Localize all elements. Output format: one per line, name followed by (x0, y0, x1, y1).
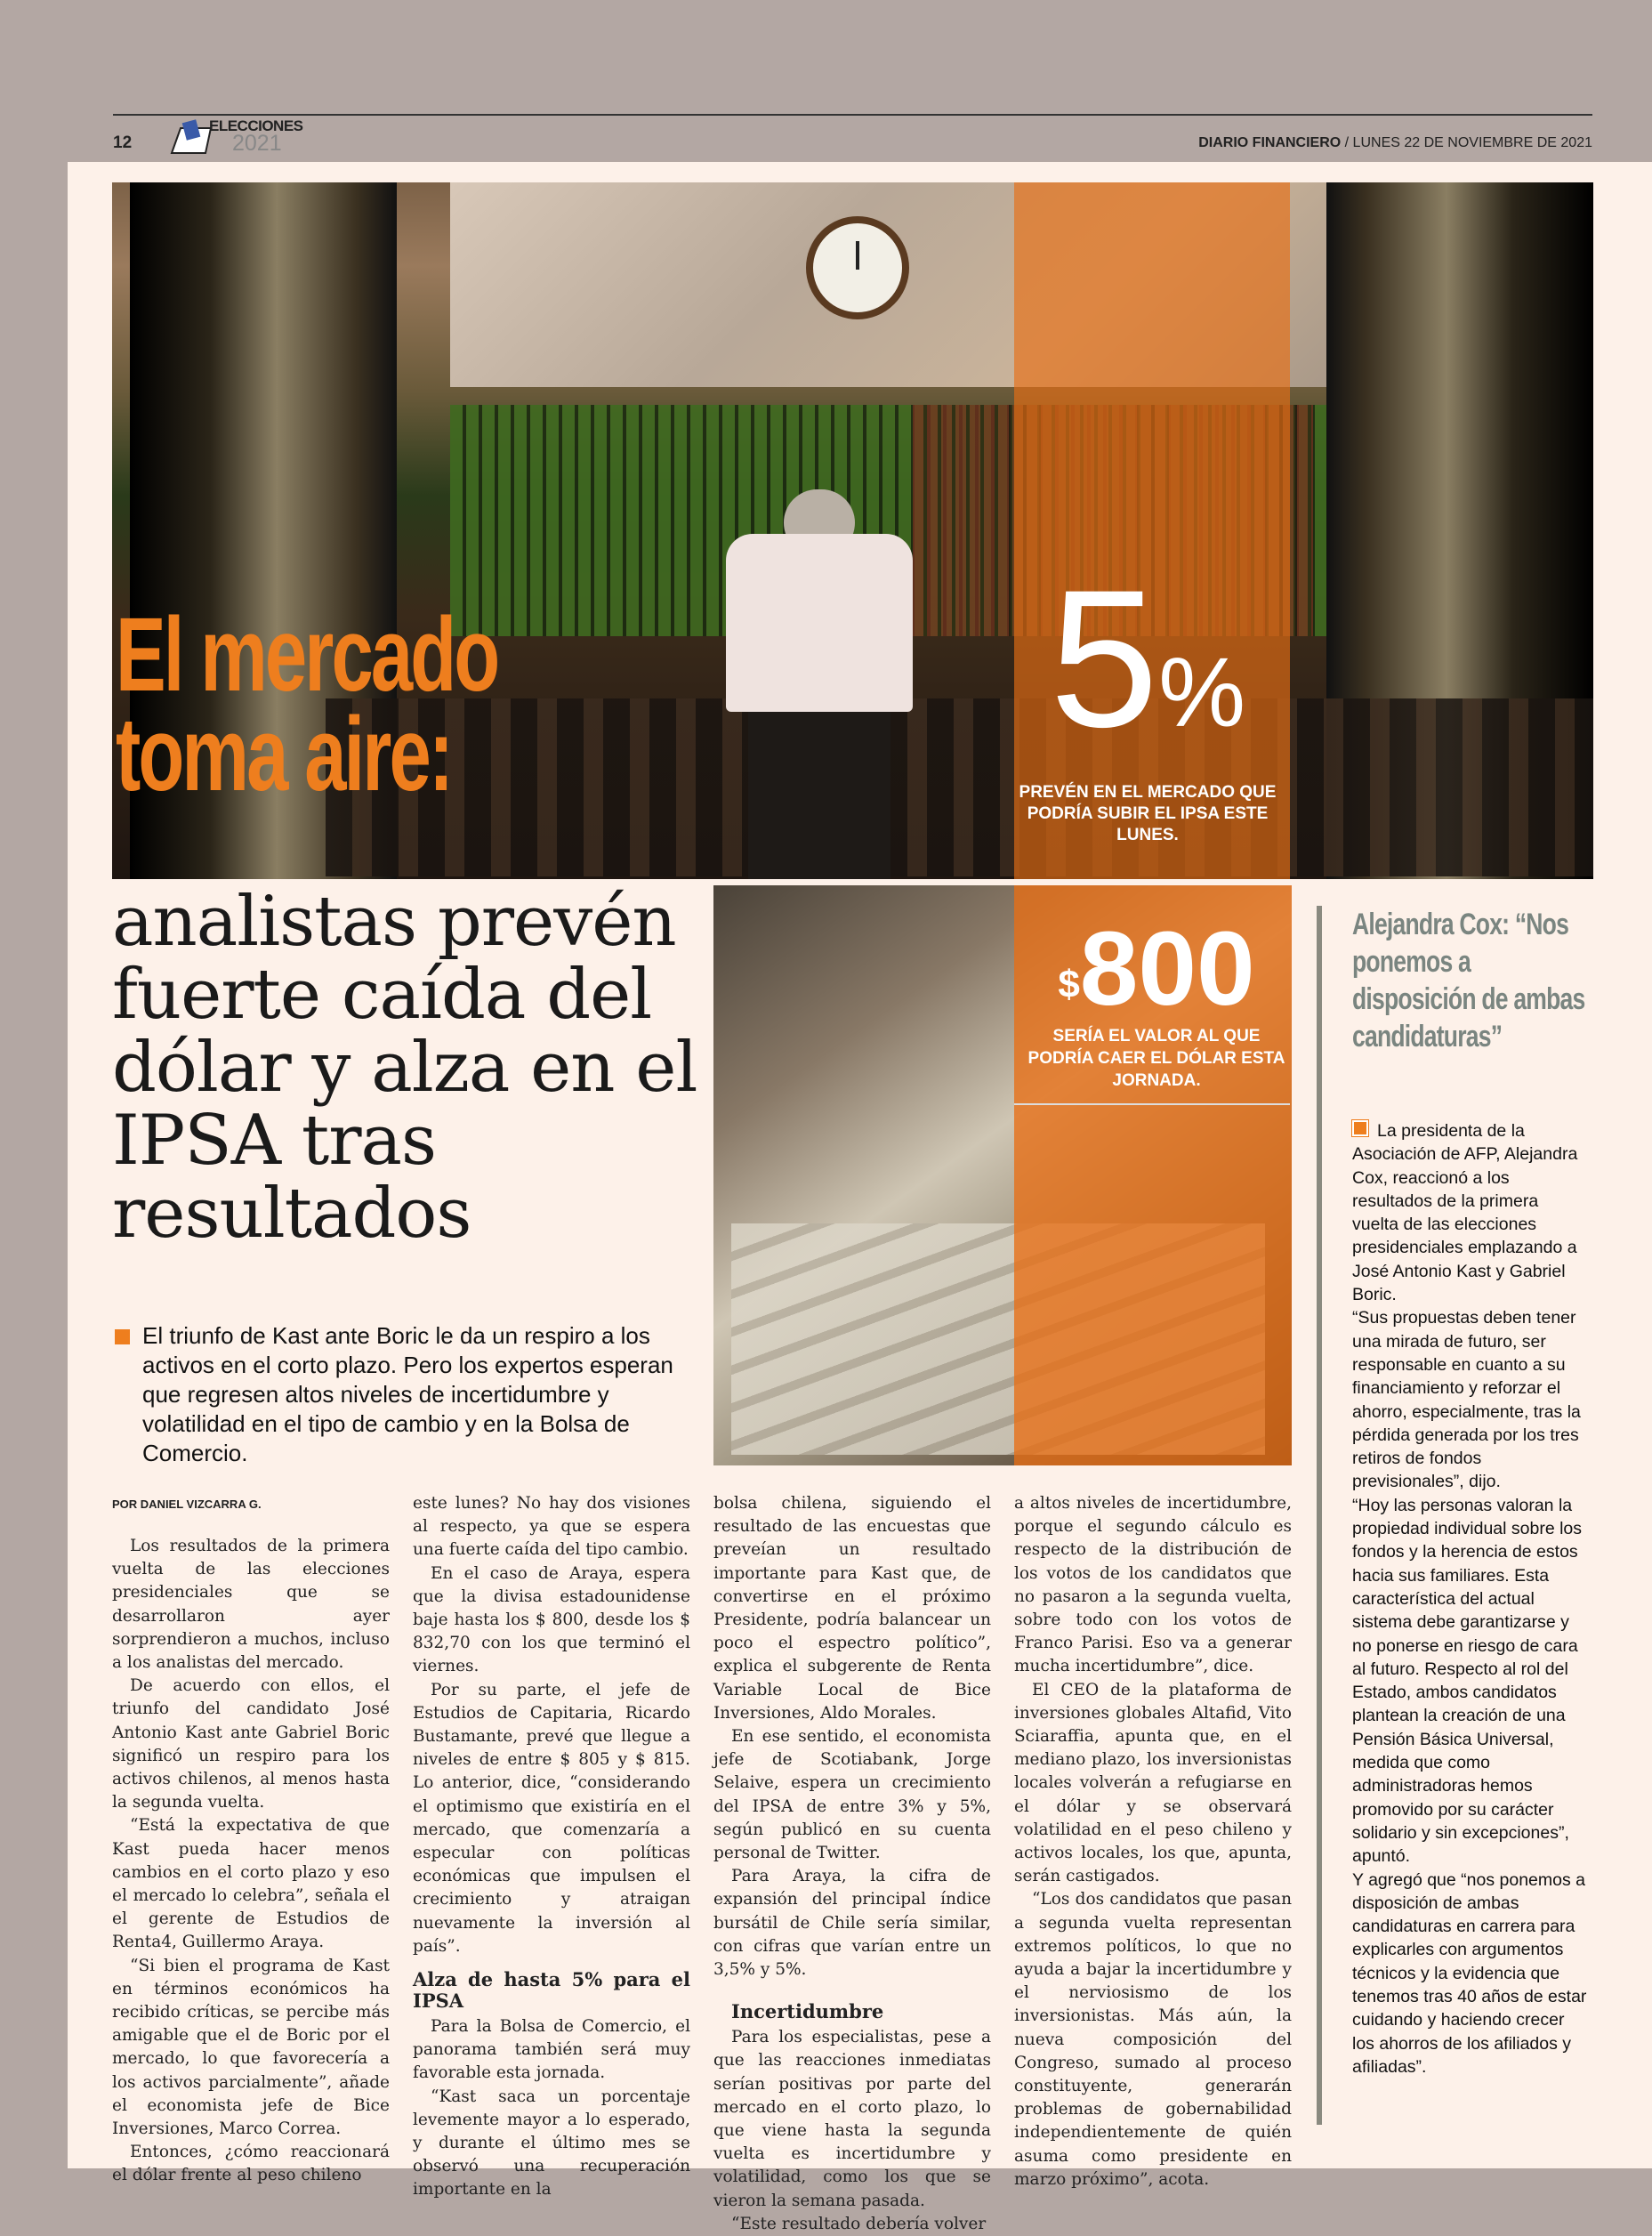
bullet-icon (1352, 1120, 1368, 1136)
paragraph: “Si bien el programa de Kast en términos económicos ha recibido críticas, se percibe más amigable que el de Boric por el mercado, lo que favorecería a los activos parcialmente”, añade el economista jefe de Bice Inversiones, Marco Correa. (112, 1956, 390, 2139)
paragraph: De acuerdo con ellos, el triunfo del candidato José Antonio Kast ante Gabriel Boric significó un respiro para los activos chilenos, al menos hasta la segunda vuelta. (112, 1676, 390, 1812)
paragraph: Entonces, ¿cómo reaccionará el dólar frente al peso chileno (112, 2143, 390, 2185)
stat-dolar-currency: $ (1058, 963, 1080, 1006)
paragraph: En ese sentido, el economista jefe de Scotiabank, Jorge Selaive, espera un crecimiento del IPSA de entre 3% y 5%, según publicó en su cuenta personal de Twitter. (713, 1727, 991, 1863)
paragraph: Los resultados de la primera vuelta de las elecciones presidenciales que se desarrollaron ayer sorprendieron a muchos, incluso a los analistas del mercado. (112, 1537, 390, 1673)
stat-ipsa-caption: PREVÉN EN EL MERCADO QUE PODRÍA SUBIR EL IPSA ESTE LUNES. (1019, 783, 1277, 844)
stat-ipsa-unit: % (1158, 638, 1246, 747)
trader-figure (726, 489, 913, 879)
publication-info (1198, 135, 1592, 151)
sidebar-body (1352, 1119, 1588, 2079)
stat-dolar-caption: SERÍA EL VALOR AL QUE PODRÍA CAER EL DÓLAR ESTA JORNADA. (1027, 1027, 1285, 1090)
article-column-1 (112, 1535, 390, 2188)
paragraph: Para Araya, la cifra de expansión del principal índice bursátil de Chile sería similar, con cifras que varían entre un 3,5% y 5%. (713, 1867, 991, 1980)
paragraph: El CEO de la plataforma de inversiones globales Altafid, Vito Sciaraffia, apunta que, en el mediano plazo, los inversionistas locales volverán a refugiarse en el dólar y se observará volatilidad en el peso chileno y activos locales, los que, apunta, serán castigados. (1014, 1680, 1292, 1886)
paragraph: “Este resultado debería volver (731, 2214, 987, 2233)
article-column-4 (1014, 1492, 1292, 2192)
sidebar-title: Alejandra Cox: “Nos ponemos a disposición de ambas candidaturas” (1352, 908, 1585, 1053)
byline: POR DANIEL VIZCARRA G. (112, 1497, 262, 1511)
paragraph: bolsa chilena, siguiendo el resultado de las encuestas que preveían un resultado importante para Kast que, de convertirse en el próximo Presidente, podría balancear un poco el espectro político”, explica el subgerente de Renta Variable Local de Bice Inversiones, Aldo Morales. (713, 1494, 991, 1723)
article-column-3 (713, 1492, 991, 2236)
paragraph: En el caso de Araya, espera que la divisa estadounidense baje hasta los $ 800, desde los $ 832,70 con los que terminó el viernes. (413, 1563, 690, 1676)
elections-logo (165, 117, 303, 158)
article-column-2 (413, 1492, 690, 2202)
headline-main: analistas prevén fuerte caída del dólar y alza en el IPSA tras resultados (112, 882, 697, 1254)
section-title: ELECCIONES (209, 117, 303, 134)
paragraph: Para los especialistas, pese a que las reacciones inmediatas serían positivas por parte del mercado en el corto plazo, lo que viene hasta la segunda vuelta es incertidumbre y volatilidad, como los que se vieron la semana pasada. (713, 2028, 991, 2210)
clock-icon (806, 216, 909, 319)
headline-kicker: El mercado toma aire: (116, 596, 498, 813)
subheading: Incertidumbre (731, 2000, 884, 2023)
paragraph: a altos niveles de incertidumbre, porque el segundo cálculo es respecto de la distribución de los votos de los candidatos que no pasaron a la segunda vuelta, sobre todo con los votos de Franco Parisi. Eso va a generar mucha incertidumbre”, dice. (1014, 1494, 1292, 1676)
page-number: 12 (113, 133, 133, 152)
sidebar-paragraph: “Hoy las personas valoran la propiedad individual sobre los fondos y la herencia de estos hacia sus familiares. Esta característica del actual sistema debe garantizarse y no ponerse en riesgo de cara al futuro. Respecto al rol del Estado, ambos candidatos plantean la creación de una Pensión Básica Universal, medida que como administradoras hemos promovido por su carácter solidario y sin excepciones”, apuntó. (1352, 1495, 1583, 1867)
paragraph: “Los dos candidatos que pasan a segunda vuelta representan extremos políticos, lo que no ayuda a bajar la incertidumbre y el nerviosismo de los inversionistas. Más aún, la nueva composición del Congreso, sumado al proceso constituyente, generarán problemas de gobernabilidad independientemente de quién asuma como presidente en marzo próximo”, acota. (1014, 1890, 1292, 2189)
stat-ipsa-value: 5 (1049, 549, 1159, 768)
subheading: Alza de hasta 5% para el IPSA (413, 1968, 690, 2013)
paragraph: Para la Bolsa de Comercio, el panorama también será muy favorable esta jornada. (413, 2017, 690, 2083)
article-lead: El triunfo de Kast ante Boric le da un respiro a los activos en el corto plazo. Pero los expertos esperan que regresen altos niveles de incertidumbre y volatilidad en el tipo de cambio y en la Bolsa de Comercio. (112, 1321, 712, 1468)
paragraph: Por su parte, el jefe de Estudios de Capitaria, Ricardo Bustamante, prevé que llegue a niveles de entre $ 805 y $ 815. Lo anterior, dice, “considerando el optimismo que existiría en el mercado, que comenzaría a especular con políticas económicas que impulsen el crecimiento y atraigan nuevamente la inversión al país”. (413, 1680, 690, 1956)
sidebar-rule (1317, 906, 1322, 2125)
page-header (113, 114, 1592, 160)
publication-name: DIARIO FINANCIERO (1198, 135, 1342, 150)
publication-date: / LUNES 22 DE NOVIEMBRE DE 2021 (1341, 135, 1592, 150)
stat-ipsa (1014, 549, 1281, 846)
section-year: 2021 (232, 131, 282, 156)
sidebar-paragraph: La presidenta de la Asociación de AFP, Alejandra Cox, reaccionó a los resultados de la primera vuelta de las elecciones presidenciales emplazando a José Antonio Kast y Gabriel Boric. (1352, 1121, 1578, 1305)
sidebar-paragraph: “Sus propuestas deben tener una mirada de futuro, ser responsable en cuanto a su financiamiento y reforzar el ahorro, especialmente, tras la pérdida generada por los tres retiros de fondos previsionales”, dijo. (1352, 1308, 1581, 1492)
sidebar-paragraph: Y agregó que “nos ponemos a disposición de ambas candidaturas en carrera para explicarles con argumentos técnicos y la evidencia que tenemos tras 40 años de estar cuidando y haciendo crecer los ahorros de los afiliados y afiliadas”. (1352, 1869, 1587, 2077)
stat-dolar (1023, 910, 1290, 1092)
paragraph: “Está la expectativa de que Kast pueda hacer menos cambios en el corto plazo y eso el mercado lo celebra”, señala el el gerente de Estudios de Renta4, Guillermo Araya. (112, 1816, 390, 1952)
stat-dolar-value: 800 (1079, 910, 1255, 1028)
paragraph: este lunes? No hay dos visiones al respecto, ya que se espera una fuerte caída del tipo cambio. (413, 1494, 690, 1560)
paragraph: “Kast saca un porcentaje levemente mayor a lo esperado, y durante el último mes se observó una recuperación importante en la (413, 2087, 690, 2200)
